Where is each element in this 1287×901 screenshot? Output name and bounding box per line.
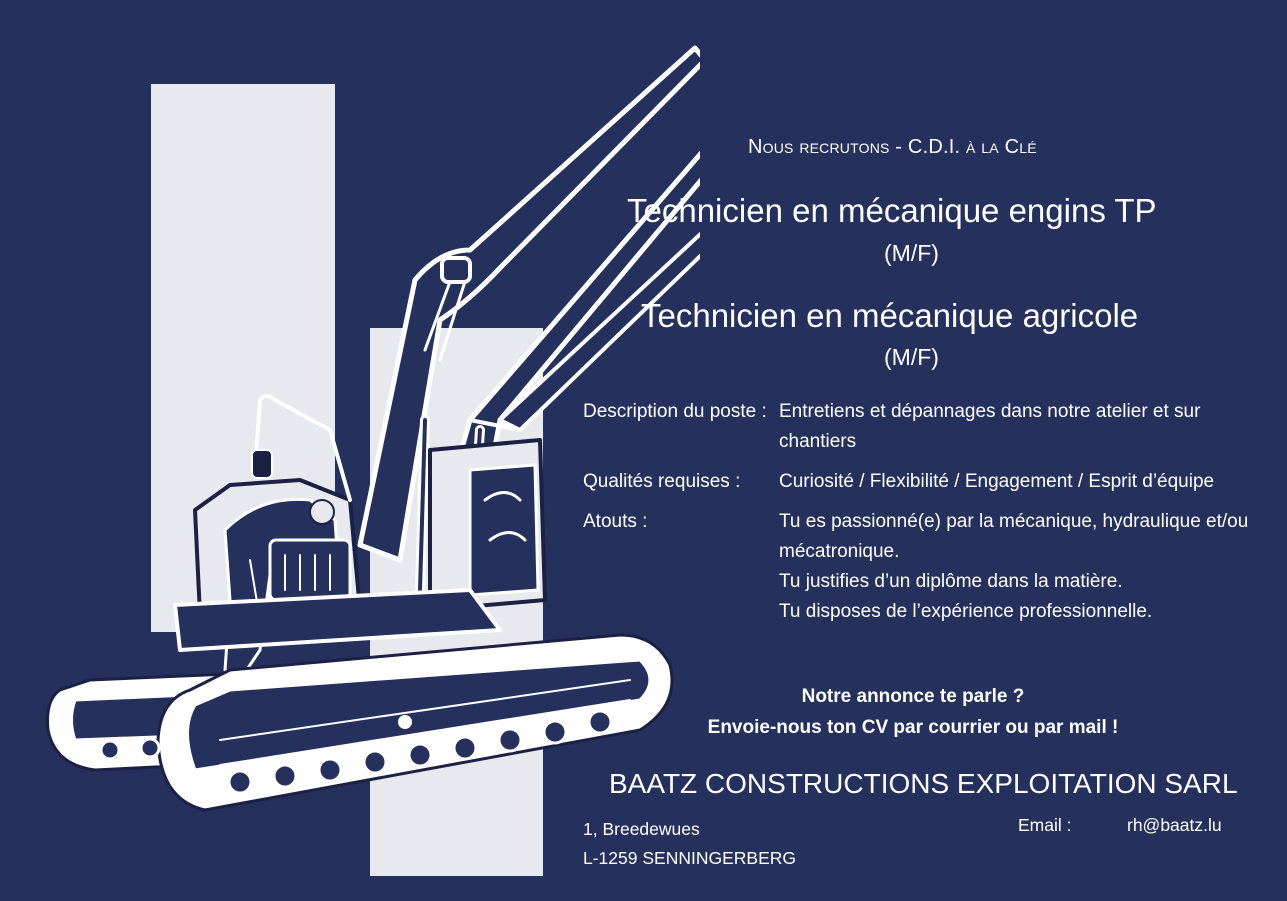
detail-row-assets — [583, 507, 1263, 627]
detail-value: Curiosité / Flexibilité / Engagement / Esprit d’équipe — [779, 471, 1215, 492]
detail-value-list — [779, 507, 1249, 627]
company-address — [583, 815, 796, 873]
detail-row-description — [583, 397, 1263, 457]
detail-label: Qualités requises : — [583, 471, 741, 492]
detail-label: Description du poste : — [583, 401, 767, 422]
company-name: BAATZ CONSTRUCTIONS EXPLOITATION SARL — [609, 768, 1238, 799]
email-label: Email : — [1018, 815, 1072, 835]
detail-row-qualities — [583, 467, 1263, 497]
detail-value-line: Tu es passionné(e) par la mécanique, hydraulique et/ou mécatronique. — [779, 511, 1249, 562]
job-gender-1: (M/F) — [884, 240, 939, 266]
cta-line-1: Notre annonce te parle ? — [801, 686, 1025, 707]
job-details — [583, 397, 1263, 637]
detail-value: Entretiens et dépannages dans notre atelier et sur chantiers — [779, 401, 1201, 452]
detail-label: Atouts : — [583, 511, 648, 532]
job-title-2: Technicien en mécanique agricole — [641, 297, 1139, 334]
email-link[interactable]: rh@baatz.lu — [1127, 815, 1222, 835]
address-line-1: 1, Breedewues — [583, 819, 700, 839]
cta-line-2: Envoie-nous ton CV par courrier ou par mail ! — [707, 717, 1119, 738]
job-title-1: Technicien en mécanique engins TP — [627, 192, 1157, 229]
recruiting-headline: Nous recrutons - C.D.I. à la Clé — [748, 136, 1037, 158]
address-line-2: L-1259 SENNINGERBERG — [583, 848, 796, 868]
detail-value-line: Tu disposes de l’expérience professionnelle. — [779, 601, 1153, 622]
call-to-action — [600, 681, 1226, 743]
job-gender-2: (M/F) — [884, 344, 939, 370]
detail-value-line: Tu justifies d’un diplôme dans la matière. — [779, 571, 1123, 592]
